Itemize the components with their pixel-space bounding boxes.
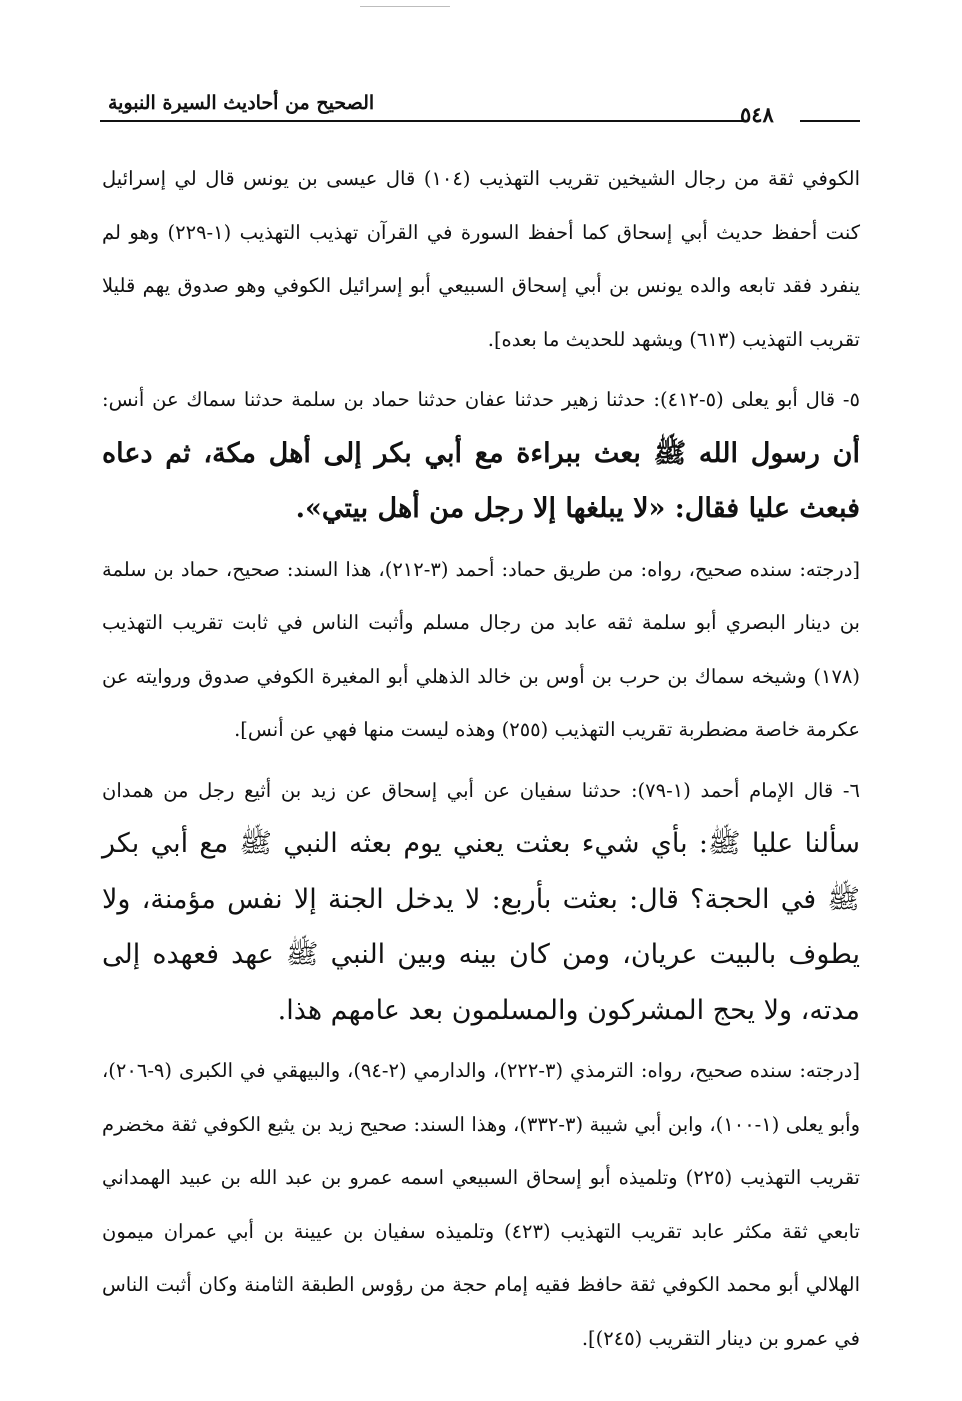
page-header bbox=[100, 92, 860, 132]
paragraph-1: الكوفي ثقة من رجال الشيخين تقريب التهذيب (١٠٤) قال عيسى بن يونس قال لي إسرائيل كنت أحفظ حديث أبي إسحاق كما أحفظ السورة في القرآن تهذيب التهذيب (١-٢٢٩) وهو لم ينفرد فقد تابعه والده يونس بن أبي إسحاق السبيعي أبو إسرائيل الكوفي وهو صدوق يهم قليلا تقريب التهذيب (٦١٣) ويشهد للحديث ما بعده]. bbox=[102, 167, 861, 351]
grading-5: [درجته: سنده صحيح، رواه: من طريق حماد: أحمد (٣-٢١٢)، هذا السند: صحيح، حماد بن سلمة بن دينار البصري أبو سلمة ثقه عابد من رجال مسلم وأثبت الناس في ثابت تقريب التهذيب (١٧٨) وشيخه سماك بن حرب بن أوس بن خالد الذهلي أبو المغيرة الكوفي صدوق وروايته عن عكرمة خاصة مضطربة تقريب التهذيب (٢٥٥) وهذه ليست منها فهي عن أنس]. bbox=[102, 557, 860, 741]
hadith-5-chain: ٥- قال أبو يعلى (٥-٤١٢): حدثنا زهير حدثنا عفان حدثنا حماد بن سلمة حدثنا سماك عن أنس: bbox=[102, 388, 861, 411]
hadith-6-chain: ٦- قال الإمام أحمد (١-٧٩): حدثنا سفيان عن أبي إسحاق عن زيد بن أثيع رجل من همدان bbox=[102, 778, 860, 802]
hadith-5 bbox=[102, 371, 860, 538]
page-number-rule bbox=[800, 120, 860, 122]
page-body bbox=[102, 152, 860, 1365]
hadith-6 bbox=[102, 762, 860, 1040]
header-rule bbox=[362, 120, 747, 122]
grading-6: [درجته: سنده صحيح، رواه: الترمذي (٣-٢٢٢)، والدارمي (٢-٩٤)، والبيهقي في الكبرى (٩-٢٠٦)، وأبو يعلى (١-١٠٠)، وابن أبي شيبة (٣-٣٣٢)، وهذا السند: صحيح زيد بن يثيع الكوفي ثقة مخضرم تقريب التهذيب (٢٢٥) وتلميذه أبو إسحاق السبيعي اسمه عمرو بن عبد الله بن عبيد الهمداني تابعي ثقة مكثر عابد تقريب التهذيب (٤٢٣) وتلميذه سفيان بن عيينة بن أبي عمران ميمون الهلالي أبو محمد الكوفي ثقة حافظ فقيه إمام حجة من رؤوس الطبقة الثامنة وكان أثبت الناس في عمرو بن دينار التقريب (٢٤٥)]. bbox=[102, 1059, 861, 1350]
hadith-5-text: أن رسول الله ﷺ بعث ببراءة مع أبي بكر إلى أهل مكة، ثم دعاه فبعث عليا فقال: «لا يبلغها إلا رجل من أهل بيتي». bbox=[102, 437, 860, 524]
title-underline bbox=[100, 120, 362, 122]
page-number: ٥٤٨ bbox=[740, 102, 774, 127]
top-rule bbox=[360, 6, 450, 7]
hadith-6-text: سألنا عليا ﷺ: بأي شيء بعثت يعني يوم بعثه النبي ﷺ مع أبي بكر ﷺ في الحجة؟ قال: بعثت بأربع: لا يدخل الجنة إلا نفس مؤمنة، ولا يطوف بالبيت عريان، ومن كان بينه وبين النبي ﷺ عهد فعهده إلى مدته، ولا يحج المشركون والمسلمون بعد عامهم هذا. bbox=[102, 828, 860, 1026]
running-title: الصحيح من أحاديث السيرة النبوية bbox=[108, 92, 375, 114]
